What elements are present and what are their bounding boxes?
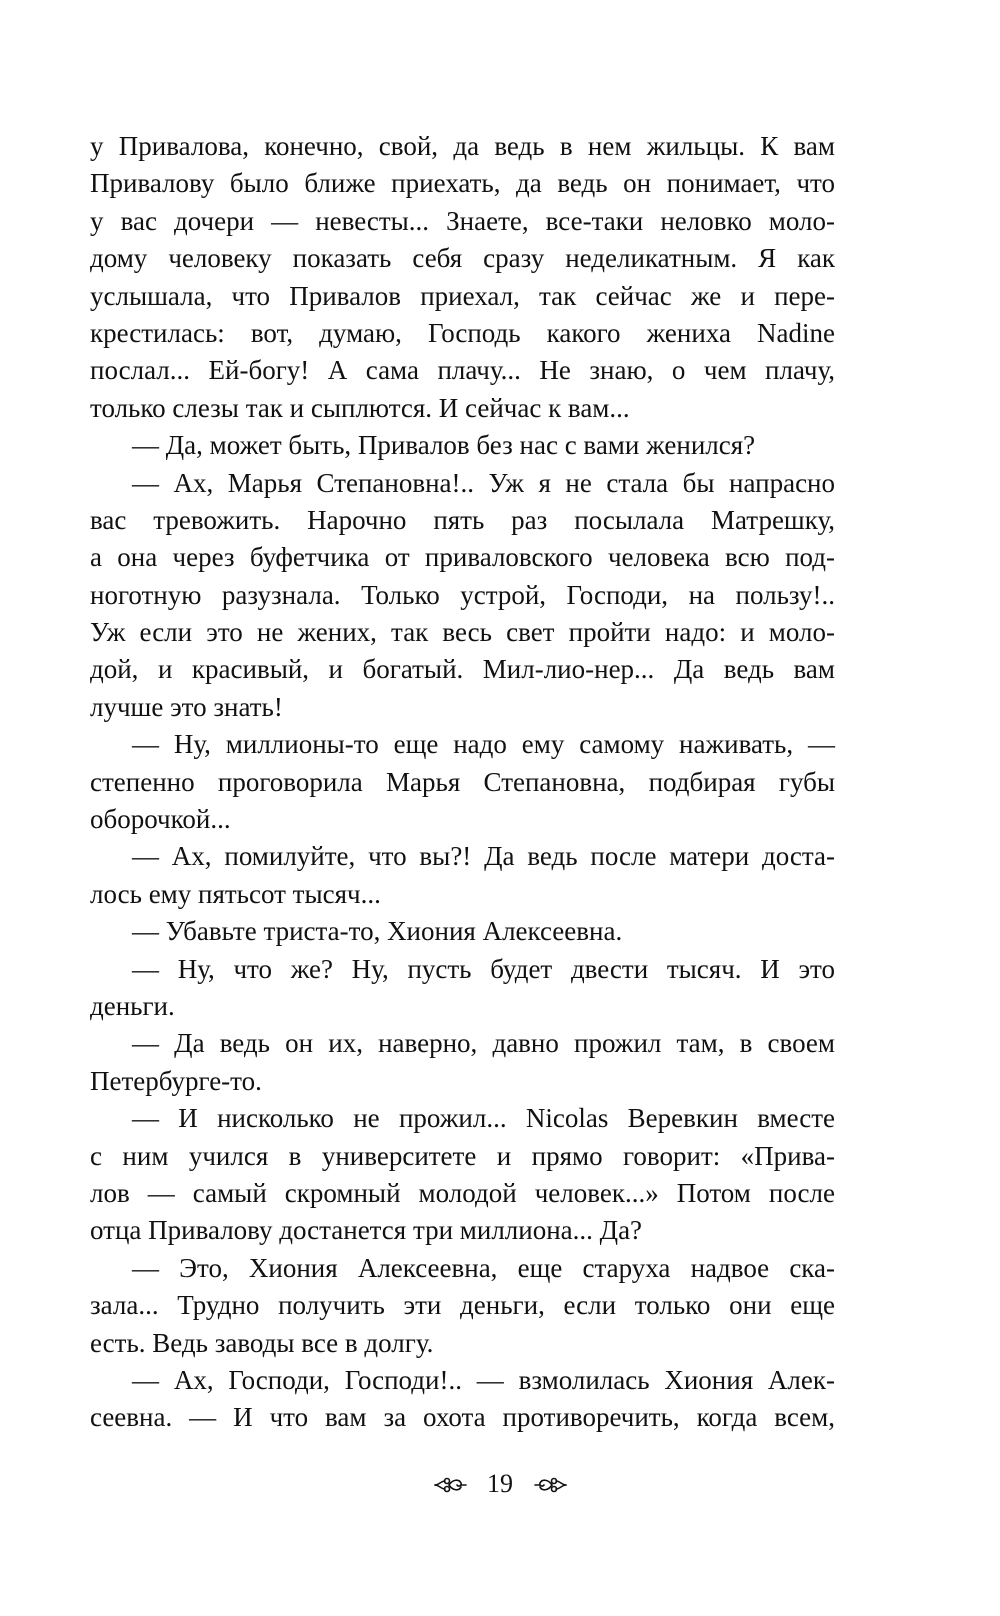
text-line: — Ах, помилуйте, что вы?! Да ведь после матери доста-: [132, 841, 835, 872]
text-line: ноготную разузнала. Только устрой, Господи, на пользу!..: [90, 579, 835, 610]
text-line: сеевна. — И что вам за охота противоречить, когда всем,: [90, 1402, 835, 1433]
text-line: только слезы так и сыплются. И сейчас к вам...: [90, 392, 630, 423]
text-line: Привалову было ближе приехать, да ведь он понимает, что: [90, 168, 835, 199]
right-flourish-ornament-icon: [534, 1473, 568, 1495]
text-line: вас тревожить. Нарочно пять раз посылала Матрешку,: [90, 504, 835, 535]
text-line: лов — самый скромный молодой человек...» Потом после: [90, 1177, 835, 1208]
text-line: у Привалова, конечно, свой, да ведь в нем жильцы. К вам: [90, 131, 835, 161]
text-line: — Да, может быть, Привалов без нас с вами женился?: [132, 430, 756, 461]
text-line: — Ну, миллионы-то еще надо ему самому наживать, —: [132, 729, 835, 760]
text-line: отца Привалову достанется три миллиона... Да?: [90, 1215, 643, 1246]
text-line: Петербурге-то.: [90, 1065, 262, 1096]
text-line: — Ах, Господи, Господи!.. — взмолилась Хиония Алек-: [132, 1364, 835, 1395]
text-line: а она через буфетчика от приваловского человека всю под-: [90, 542, 835, 573]
text-line: услышала, что Привалов приехал, так сейчас же и пере-: [90, 280, 835, 311]
text-line: есть. Ведь заводы все в долгу.: [90, 1327, 434, 1358]
text-line: Уж если это не жених, так весь свет пройти надо: и моло-: [90, 617, 835, 648]
text-line: — Ну, что же? Ну, пусть будет двести тысяч. И это: [132, 953, 835, 984]
text-line: дому человеку показать себя сразу неделикатным. Я как: [90, 243, 835, 274]
text-line: лось ему пятьсот тысяч...: [90, 878, 381, 909]
left-flourish-ornament-icon: [433, 1473, 467, 1495]
text-line: — Ах, Марья Степановна!.. Уж я не стала бы напрасно: [132, 467, 835, 498]
text-line: лучше это знать!: [90, 691, 283, 722]
text-line: крестилась: вот, думаю, Господь какого жениха Nadine: [90, 317, 835, 348]
text-line: — Да ведь он их, наверно, давно прожил там, в своем: [132, 1028, 835, 1059]
text-line: — Это, Хиония Алексеевна, еще старуха надвое ска-: [132, 1252, 835, 1283]
text-line: зала... Трудно получить эти деньги, если только они еще: [90, 1290, 835, 1321]
text-line: — Убавьте триста-то, Хиония Алексеевна.: [132, 916, 623, 947]
text-line: — И нисколько не прожил... Nicolas Веревкин вместе: [132, 1103, 835, 1134]
text-line: дой, и красивый, и богатый. Мил-лио-нер... Да ведь вам: [90, 654, 835, 685]
text-line: степенно проговорила Марья Степановна, подбирая губы: [90, 766, 835, 797]
text-line: послал... Ей-богу! А сама плачу... Не знаю, о чем плачу,: [90, 355, 835, 386]
text-line: у вас дочери — невесты... Знаете, все-таки неловко моло-: [90, 205, 835, 236]
page-body: [90, 128, 835, 1437]
page-footer: [0, 1467, 1000, 1499]
text-line: деньги.: [90, 990, 175, 1021]
text-line: с ним учился в университете и прямо говорит: «Прива-: [90, 1140, 835, 1171]
text-line: оборочкой...: [90, 804, 231, 835]
page-number: 19: [487, 1469, 513, 1499]
